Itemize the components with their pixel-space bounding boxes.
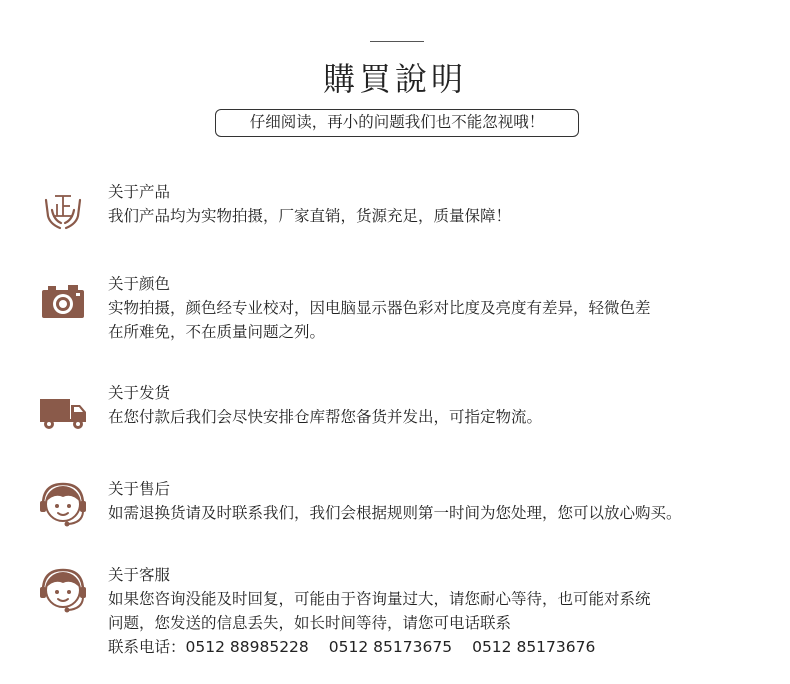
section-body xyxy=(108,296,778,344)
page-title: 購買說明 xyxy=(322,60,467,98)
phone-number[interactable]: 0512 85173676 xyxy=(472,638,596,656)
section-line: 如需退换货请及时联系我们，我们会根据规则第一时间为您处理，您可以放心购买。 xyxy=(108,504,682,522)
section-body xyxy=(108,501,778,525)
hands-holding-zheng-icon xyxy=(38,186,88,236)
delivery-truck-icon xyxy=(38,387,88,437)
section-line: 我们产品均为实物拍摄，厂家直销，货源充足，质量保障！ xyxy=(108,207,512,225)
section-body xyxy=(108,204,778,228)
top-divider xyxy=(370,41,424,42)
phone-number[interactable]: 0512 85173675 xyxy=(328,638,453,656)
section-line: 问题，您发送的信息丢失，如长时间等待，请您可电话联系 xyxy=(108,614,512,632)
section-line: 在所难免，不在质量问题之列。 xyxy=(108,323,326,341)
section-line: 如果您咨询没能及时回复，可能由于咨询量过大，请您耐心等待，也可能对系统 xyxy=(108,590,651,608)
section-line: 实物拍摄，颜色经专业校对，因电脑显示器色彩对比度及亮度有差异，轻微色差 xyxy=(108,299,651,317)
contact-label: 联系电话： xyxy=(108,638,186,656)
section-line: 在您付款后我们会尽快安排仓库帮您备货并发出，可指定物流。 xyxy=(108,408,543,426)
section-title: 关于客服 xyxy=(108,566,171,584)
customer-service-headset-icon xyxy=(38,565,88,615)
section-body xyxy=(108,587,778,659)
section-title: 关于产品 xyxy=(108,183,171,201)
customer-service-headset-icon xyxy=(38,479,88,529)
section-title: 关于发货 xyxy=(108,384,171,402)
section-body xyxy=(108,405,778,429)
phone-number[interactable]: 0512 88985228 xyxy=(185,638,309,656)
notice-banner: 仔细阅读，再小的问题我们也不能忽视哦！ xyxy=(215,109,579,137)
contact-phones xyxy=(108,635,778,659)
camera-icon xyxy=(38,278,88,328)
section-title: 关于颜色 xyxy=(108,275,171,293)
section-title: 关于售后 xyxy=(108,480,171,498)
